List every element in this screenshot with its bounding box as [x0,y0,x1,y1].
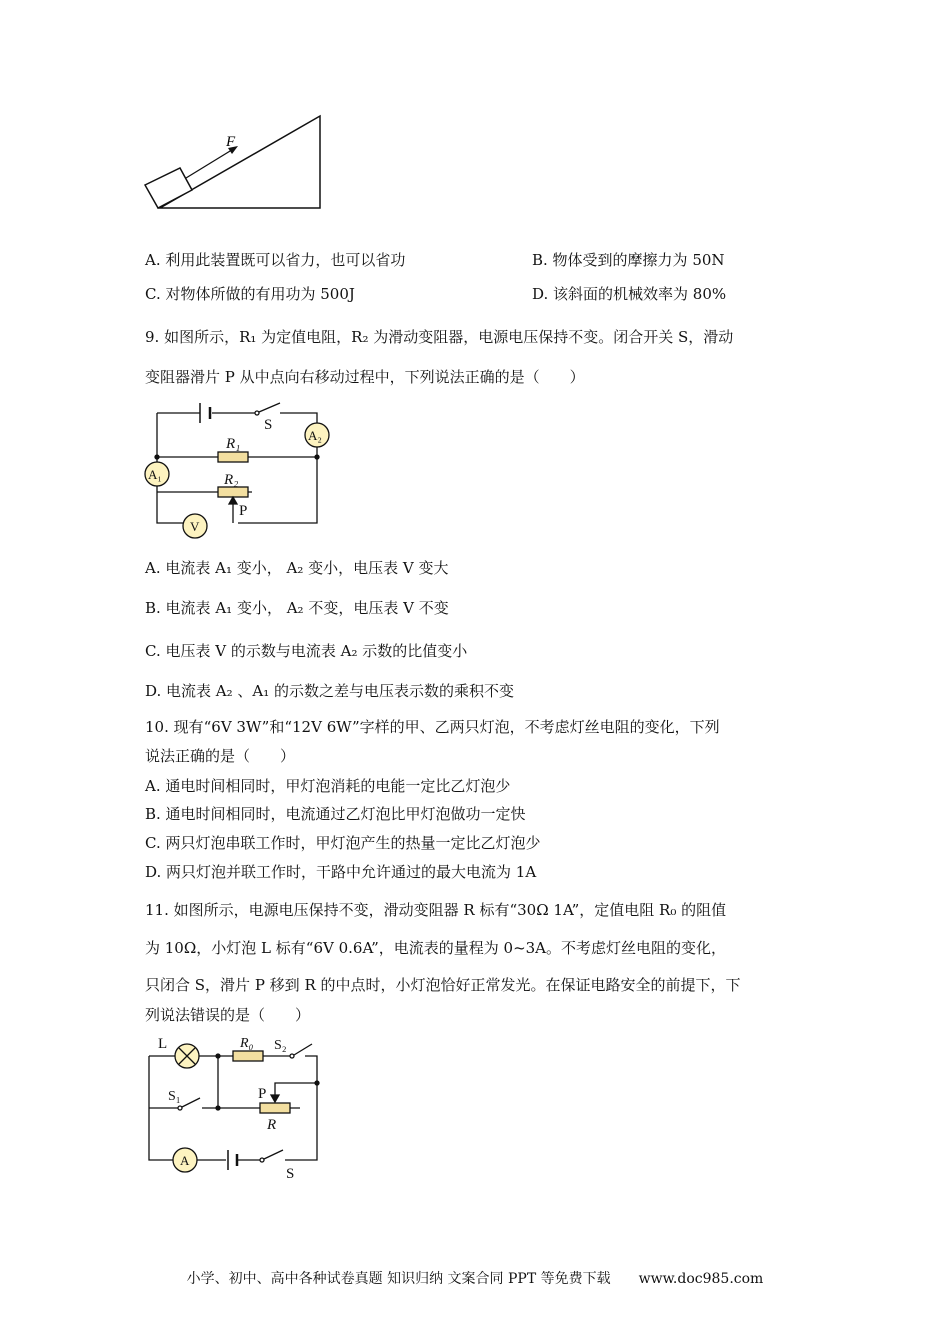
incline-figure [140,110,330,220]
q9-option-b: B. 电流表 A₁ 变小， A₂ 不变，电压表 V 不变 [145,599,449,617]
q11-stem-line3: 只闭合 S，滑片 P 移到 R 的中点时，小灯泡恰好正常发光。在保证电路安全的前提下，下 [145,976,741,994]
q10-option-c: C. 两只灯泡串联工作时，甲灯泡产生的热量一定比乙灯泡少 [145,834,541,852]
force-label: F [226,134,236,150]
slider-p-label: P [239,503,248,519]
q9-stem-line2: 变阻器滑片 P 从中点向右移动过程中，下列说法正确的是（ ） [145,368,585,386]
resistor-r1-label: R₁ [226,436,241,452]
q10-stem-line2: 说法正确的是（ ） [145,747,296,765]
q9-stem-line1: 9. 如图所示，R₁ 为定值电阻，R₂ 为滑动变阻器，电源电压保持不变。闭合开关 S，滑动 [145,328,734,346]
ammeter-a2-label: A₂ [308,428,322,443]
ammeter-a1-label: A₁ [148,467,162,482]
q8-option-b: B. 物体受到的摩擦力为 50N [532,251,725,269]
rheostat-r2-label: R₂ [224,472,239,488]
q9-option-a: A. 电流表 A₁ 变小， A₂ 变小，电压表 V 变大 [145,559,449,577]
q8-option-d: D. 该斜面的机械效率为 80% [532,285,727,303]
q11-circuit-diagram [140,1030,340,1185]
q10-option-b: B. 通电时间相同时，电流通过乙灯泡比甲灯泡做功一定快 [145,805,526,823]
q9-option-c: C. 电压表 V 的示数与电流表 A₂ 示数的比值变小 [145,642,468,660]
rheostat-r-label: R [267,1117,277,1133]
voltmeter-v-label: V [190,519,200,534]
switch-s1-label: S₁ [168,1089,181,1104]
q11-stem-line2: 为 10Ω，小灯泡 L 标有“6V 0.6A”，电流表的量程为 0~3A。不考虑灯丝电阻的变化， [145,939,727,957]
slider-p-label: P [258,1086,267,1102]
q9-option-d: D. 电流表 A₂ 、A₁ 的示数之差与电压表示数的乘积不变 [145,682,515,700]
q11-stem-line4: 列说法错误的是（ ） [145,1006,311,1024]
page-footer: 小学、初中、高中各种试卷真题 知识归纳 文案合同 PPT 等免费下载 www.doc985.com [186,1271,764,1287]
resistor-r0-label: R₀ [240,1036,254,1051]
switch-s2-label: S₂ [274,1038,287,1053]
lamp-l-label: L [158,1036,168,1052]
switch-s-label: S [286,1166,295,1182]
switch-s-label: S [264,417,273,433]
q10-option-d: D. 两只灯泡并联工作时，干路中允许通过的最大电流为 1A [145,863,537,881]
q8-option-a: A. 利用此装置既可以省力，也可以省功 [145,251,406,269]
q10-option-a: A. 通电时间相同时，甲灯泡消耗的电能一定比乙灯泡少 [145,777,511,795]
q9-circuit-diagram [140,395,340,545]
ammeter-a-label: A [180,1153,190,1168]
q10-stem-line1: 10. 现有“6V 3W”和“12V 6W”字样的甲、乙两只灯泡，不考虑灯丝电阻的变化，下列 [145,718,720,736]
q8-option-c: C. 对物体所做的有用功为 500J [145,285,355,303]
q11-stem-line1: 11. 如图所示，电源电压保持不变，滑动变阻器 R 标有“30Ω 1A”，定值电阻 R₀ 的阻值 [145,901,727,919]
